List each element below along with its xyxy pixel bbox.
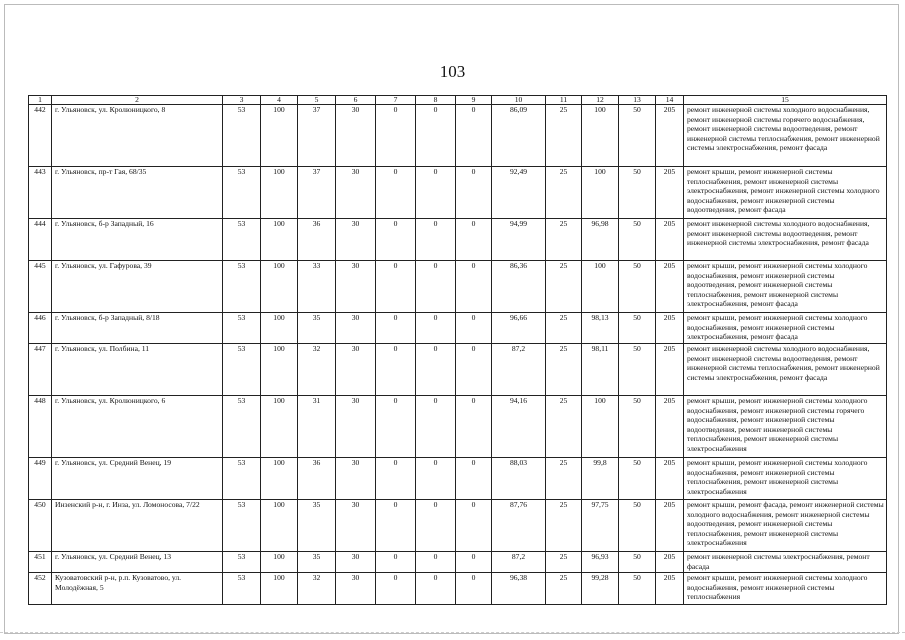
column-header-8: 8 (416, 96, 456, 105)
value-cell-13: 50 (619, 396, 656, 458)
value-cell-14: 205 (656, 219, 684, 261)
value-cell-7: 0 (376, 552, 416, 573)
value-cell-9: 0 (456, 261, 492, 313)
value-cell-4: 100 (261, 344, 298, 396)
value-cell-4: 100 (261, 500, 298, 552)
address-cell: Инзенский р-н, г. Инза, ул. Ломоносова, 7/22 (52, 500, 223, 552)
value-cell-3: 53 (223, 552, 261, 573)
value-cell-9: 0 (456, 219, 492, 261)
value-cell-3: 53 (223, 500, 261, 552)
value-cell-6: 30 (336, 167, 376, 219)
value-cell-7: 0 (376, 396, 416, 458)
value-cell-6: 30 (336, 552, 376, 573)
value-cell-9: 0 (456, 344, 492, 396)
row-number: 450 (29, 500, 52, 552)
value-cell-5: 37 (298, 105, 336, 167)
table-row (29, 573, 887, 605)
value-cell-12: 100 (582, 167, 619, 219)
value-cell-6: 30 (336, 396, 376, 458)
row-number: 451 (29, 552, 52, 573)
value-cell-14: 205 (656, 573, 684, 605)
row-number: 449 (29, 458, 52, 500)
address-cell: г. Ульяновск, пр-т Гая, 68/35 (52, 167, 223, 219)
value-cell-9: 0 (456, 396, 492, 458)
value-cell-11: 25 (546, 219, 582, 261)
value-cell-14: 205 (656, 458, 684, 500)
column-header-5: 5 (298, 96, 336, 105)
value-cell-6: 30 (336, 219, 376, 261)
value-cell-12: 99,28 (582, 573, 619, 605)
value-cell-8: 0 (416, 500, 456, 552)
value-cell-9: 0 (456, 105, 492, 167)
row-number: 445 (29, 261, 52, 313)
value-cell-13: 50 (619, 219, 656, 261)
value-cell-5: 35 (298, 500, 336, 552)
value-cell-4: 100 (261, 105, 298, 167)
value-cell-7: 0 (376, 167, 416, 219)
value-cell-8: 0 (416, 344, 456, 396)
value-cell-6: 30 (336, 105, 376, 167)
value-cell-5: 35 (298, 552, 336, 573)
value-cell-6: 30 (336, 573, 376, 605)
value-cell-4: 100 (261, 261, 298, 313)
value-cell-9: 0 (456, 573, 492, 605)
value-cell-13: 50 (619, 573, 656, 605)
column-header-1: 1 (29, 96, 52, 105)
value-cell-9: 0 (456, 167, 492, 219)
row-number: 443 (29, 167, 52, 219)
bottom-rule (0, 632, 905, 633)
value-cell-4: 100 (261, 167, 298, 219)
value-cell-5: 32 (298, 573, 336, 605)
column-header-12: 12 (582, 96, 619, 105)
value-cell-6: 30 (336, 458, 376, 500)
value-cell-5: 37 (298, 167, 336, 219)
value-cell-13: 50 (619, 313, 656, 344)
value-cell-14: 205 (656, 500, 684, 552)
value-cell-7: 0 (376, 573, 416, 605)
column-header-13: 13 (619, 96, 656, 105)
value-cell-12: 96,93 (582, 552, 619, 573)
works-cell: ремонт крыши, ремонт инженерной системы холодного водоснабжения, ремонт инженерной системы горячего водоснабжения, ремонт инженерной системы водоотведения, ремонт инженерной системы теплоснабжения, ремонт инженерной системы электроснабжения (684, 396, 887, 458)
row-number: 452 (29, 573, 52, 605)
value-cell-13: 50 (619, 261, 656, 313)
address-cell: г. Ульяновск, ул. Кролюницкого, 6 (52, 396, 223, 458)
value-cell-6: 30 (336, 313, 376, 344)
address-cell: г. Ульяновск, ул. Средний Венец, 13 (52, 552, 223, 573)
table-row (29, 500, 887, 552)
value-cell-11: 25 (546, 344, 582, 396)
value-cell-10: 87,76 (492, 500, 546, 552)
value-cell-8: 0 (416, 313, 456, 344)
column-header-14: 14 (656, 96, 684, 105)
value-cell-11: 25 (546, 167, 582, 219)
register-table (28, 95, 887, 605)
value-cell-5: 33 (298, 261, 336, 313)
value-cell-7: 0 (376, 344, 416, 396)
value-cell-3: 53 (223, 167, 261, 219)
value-cell-7: 0 (376, 500, 416, 552)
value-cell-12: 100 (582, 261, 619, 313)
value-cell-4: 100 (261, 313, 298, 344)
value-cell-3: 53 (223, 105, 261, 167)
table-row (29, 396, 887, 458)
value-cell-11: 25 (546, 458, 582, 500)
value-cell-4: 100 (261, 219, 298, 261)
table-row (29, 344, 887, 396)
value-cell-5: 32 (298, 344, 336, 396)
value-cell-8: 0 (416, 105, 456, 167)
value-cell-11: 25 (546, 105, 582, 167)
column-header-7: 7 (376, 96, 416, 105)
row-number: 442 (29, 105, 52, 167)
value-cell-14: 205 (656, 552, 684, 573)
works-cell: ремонт крыши, ремонт инженерной системы теплоснабжения, ремонт инженерной системы электроснабжения, ремонт инженерной системы холодного водоснабжения, ремонт инженерной системы водоотведения, ремонт фасада (684, 167, 887, 219)
value-cell-4: 100 (261, 552, 298, 573)
value-cell-8: 0 (416, 261, 456, 313)
value-cell-10: 96,38 (492, 573, 546, 605)
value-cell-14: 205 (656, 167, 684, 219)
value-cell-12: 98,13 (582, 313, 619, 344)
value-cell-5: 36 (298, 219, 336, 261)
value-cell-10: 86,09 (492, 105, 546, 167)
row-number: 446 (29, 313, 52, 344)
column-header-11: 11 (546, 96, 582, 105)
address-cell: г. Ульяновск, ул. Полбина, 11 (52, 344, 223, 396)
value-cell-7: 0 (376, 458, 416, 500)
value-cell-9: 0 (456, 552, 492, 573)
value-cell-12: 99,8 (582, 458, 619, 500)
value-cell-6: 30 (336, 500, 376, 552)
table-row (29, 105, 887, 167)
table-row (29, 219, 887, 261)
table-row (29, 552, 887, 573)
value-cell-3: 53 (223, 458, 261, 500)
value-cell-9: 0 (456, 313, 492, 344)
column-header-3: 3 (223, 96, 261, 105)
value-cell-8: 0 (416, 219, 456, 261)
value-cell-13: 50 (619, 344, 656, 396)
value-cell-12: 97,75 (582, 500, 619, 552)
column-header-9: 9 (456, 96, 492, 105)
address-cell: Кузоватовский р-н, р.п. Кузоватово, ул. Молодёжная, 5 (52, 573, 223, 605)
value-cell-9: 0 (456, 458, 492, 500)
value-cell-12: 100 (582, 105, 619, 167)
works-cell: ремонт крыши, ремонт инженерной системы холодного водоснабжения, ремонт инженерной системы водоотведения, ремонт инженерной системы теплоснабжения, ремонт инженерной системы электроснабжения, ремонт фасада (684, 261, 887, 313)
value-cell-3: 53 (223, 219, 261, 261)
value-cell-8: 0 (416, 167, 456, 219)
value-cell-14: 205 (656, 344, 684, 396)
value-cell-8: 0 (416, 552, 456, 573)
row-number: 447 (29, 344, 52, 396)
row-number: 444 (29, 219, 52, 261)
address-cell: г. Ульяновск, ул. Кролюницкого, 8 (52, 105, 223, 167)
table-row (29, 261, 887, 313)
value-cell-3: 53 (223, 396, 261, 458)
value-cell-3: 53 (223, 344, 261, 396)
value-cell-5: 35 (298, 313, 336, 344)
value-cell-7: 0 (376, 313, 416, 344)
value-cell-13: 50 (619, 552, 656, 573)
value-cell-3: 53 (223, 313, 261, 344)
table-row (29, 458, 887, 500)
value-cell-8: 0 (416, 458, 456, 500)
value-cell-4: 100 (261, 573, 298, 605)
value-cell-13: 50 (619, 458, 656, 500)
value-cell-4: 100 (261, 458, 298, 500)
works-cell: ремонт крыши, ремонт инженерной системы холодного водоснабжения, ремонт инженерной системы теплоснабжения (684, 573, 887, 605)
header-row (29, 96, 887, 105)
address-cell: г. Ульяновск, б-р Западный, 8/18 (52, 313, 223, 344)
value-cell-3: 53 (223, 261, 261, 313)
table-row (29, 167, 887, 219)
value-cell-13: 50 (619, 167, 656, 219)
value-cell-9: 0 (456, 500, 492, 552)
works-cell: ремонт крыши, ремонт инженерной системы холодного водоснабжения, ремонт инженерной системы электроснабжения, ремонт фасада (684, 313, 887, 344)
value-cell-10: 86,36 (492, 261, 546, 313)
value-cell-5: 36 (298, 458, 336, 500)
value-cell-10: 94,16 (492, 396, 546, 458)
works-cell: ремонт крыши, ремонт инженерной системы холодного водоснабжения, ремонт инженерной системы теплоснабжения, ремонт инженерной системы электроснабжения (684, 458, 887, 500)
value-cell-11: 25 (546, 500, 582, 552)
row-number: 448 (29, 396, 52, 458)
value-cell-10: 92,49 (492, 167, 546, 219)
value-cell-11: 25 (546, 552, 582, 573)
value-cell-14: 205 (656, 313, 684, 344)
value-cell-12: 98,11 (582, 344, 619, 396)
address-cell: г. Ульяновск, ул. Средний Венец, 19 (52, 458, 223, 500)
column-header-2: 2 (52, 96, 223, 105)
works-cell: ремонт инженерной системы холодного водоснабжения, ремонт инженерной системы водоотведения, ремонт инженерной системы теплоснабжения, ремонт инженерной системы электроснабжения, ремонт фасада (684, 344, 887, 396)
works-cell: ремонт инженерной системы электроснабжения, ремонт фасада (684, 552, 887, 573)
value-cell-13: 50 (619, 500, 656, 552)
value-cell-8: 0 (416, 396, 456, 458)
value-cell-7: 0 (376, 105, 416, 167)
value-cell-3: 53 (223, 573, 261, 605)
value-cell-7: 0 (376, 219, 416, 261)
value-cell-6: 30 (336, 261, 376, 313)
value-cell-10: 87,2 (492, 552, 546, 573)
value-cell-4: 100 (261, 396, 298, 458)
value-cell-12: 100 (582, 396, 619, 458)
column-header-10: 10 (492, 96, 546, 105)
value-cell-10: 88,03 (492, 458, 546, 500)
page-number: 103 (439, 62, 466, 81)
value-cell-14: 205 (656, 261, 684, 313)
value-cell-8: 0 (416, 573, 456, 605)
column-header-4: 4 (261, 96, 298, 105)
value-cell-14: 205 (656, 105, 684, 167)
column-header-15: 15 (684, 96, 887, 105)
column-header-6: 6 (336, 96, 376, 105)
address-cell: г. Ульяновск, б-р Западный, 16 (52, 219, 223, 261)
value-cell-11: 25 (546, 396, 582, 458)
works-cell: ремонт инженерной системы холодного водоснабжения, ремонт инженерной системы горячего водоснабжения, ремонт инженерной системы водоотведения, ремонт инженерной системы теплоснабжения, ремонт инженерной системы электроснабжения, ремонт фасада (684, 105, 887, 167)
value-cell-13: 50 (619, 105, 656, 167)
value-cell-11: 25 (546, 573, 582, 605)
value-cell-11: 25 (546, 313, 582, 344)
works-cell: ремонт крыши, ремонт фасада, ремонт инженерной системы холодного водоснабжения, ремонт инженерной системы водоотведения, ремонт инженерной системы теплоснабжения, ремонт инженерной системы электроснабжения (684, 500, 887, 552)
value-cell-12: 96,98 (582, 219, 619, 261)
value-cell-6: 30 (336, 344, 376, 396)
value-cell-10: 94,99 (492, 219, 546, 261)
value-cell-11: 25 (546, 261, 582, 313)
value-cell-10: 96,66 (492, 313, 546, 344)
value-cell-14: 205 (656, 396, 684, 458)
table-row (29, 313, 887, 344)
address-cell: г. Ульяновск, ул. Гафурова, 39 (52, 261, 223, 313)
works-cell: ремонт инженерной системы холодного водоснабжения, ремонт инженерной системы водоотведения, ремонт инженерной системы электроснабжения, ремонт фасада (684, 219, 887, 261)
value-cell-7: 0 (376, 261, 416, 313)
value-cell-5: 31 (298, 396, 336, 458)
value-cell-10: 87,2 (492, 344, 546, 396)
